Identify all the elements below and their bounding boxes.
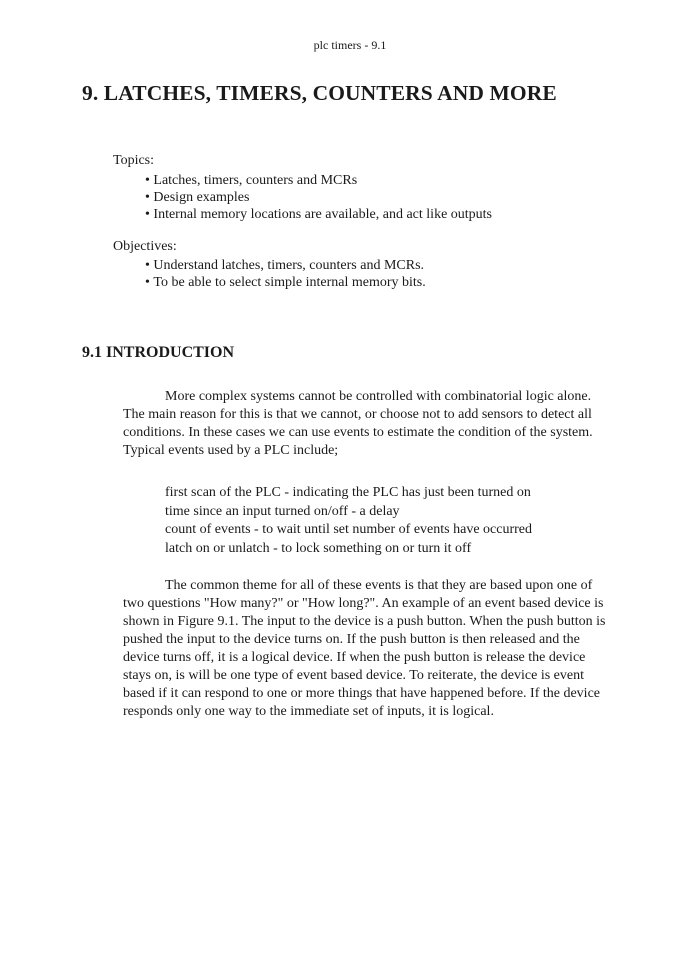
topics-label: Topics: [113, 153, 155, 168]
list-item [145, 206, 492, 223]
event-paragraph: The common theme for all of these events is that they are based upon one of two questions "How many?" or "How long?". An example of an event based device is shown in Figure 9.1. The input to the device is a push button. When the push button is pushed the input to the device turns on. If the push button is then released and the device turns off, it is a logical device. If when the push button is release the device stays on, is will be one type of event based device. To reiterate, the device is event based if it can respond to one or more things that have happened before. If the device responds only one way to the immediate set of inputs, it is logical. [123, 578, 606, 719]
topic-text: Internal memory locations are available, and act like outputs [153, 207, 493, 222]
list-item [145, 274, 426, 291]
topic-text: Latches, timers, counters and MCRs [153, 173, 358, 188]
section-title: 9.1 INTRODUCTION [82, 344, 235, 361]
objective-text: Understand latches, timers, counters and MCRs. [153, 258, 425, 273]
topic-text: Design examples [153, 190, 250, 205]
topics-list [145, 172, 492, 223]
list-item [145, 189, 492, 206]
list-item: count of events - to wait until set number of events have occurred [165, 522, 532, 537]
list-item: time since an input turned on/off - a delay [165, 503, 400, 519]
list-item [145, 172, 492, 189]
list-item: latch on or unlatch - to lock something on or turn it off [165, 540, 472, 556]
page-header: plc timers - 9.1 [313, 38, 387, 52]
chapter-title: 9. LATCHES, TIMERS, COUNTERS AND MORE [82, 81, 557, 105]
intro-paragraph: More complex systems cannot be controlled with combinatorial logic alone. The main reason for this is that we cannot, or choose not to add sensors to detect all conditions. In these cases we can use events to estimate the condition of the system. Typical events used by a PLC include; [123, 389, 593, 458]
objectives-list [145, 257, 426, 291]
objective-text: To be able to select simple internal memory bits. [153, 275, 426, 290]
list-item [145, 257, 426, 274]
objectives-label: Objectives: [113, 239, 177, 254]
list-item: first scan of the PLC - indicating the PLC has just been turned on [165, 485, 531, 500]
event-list [165, 484, 532, 558]
